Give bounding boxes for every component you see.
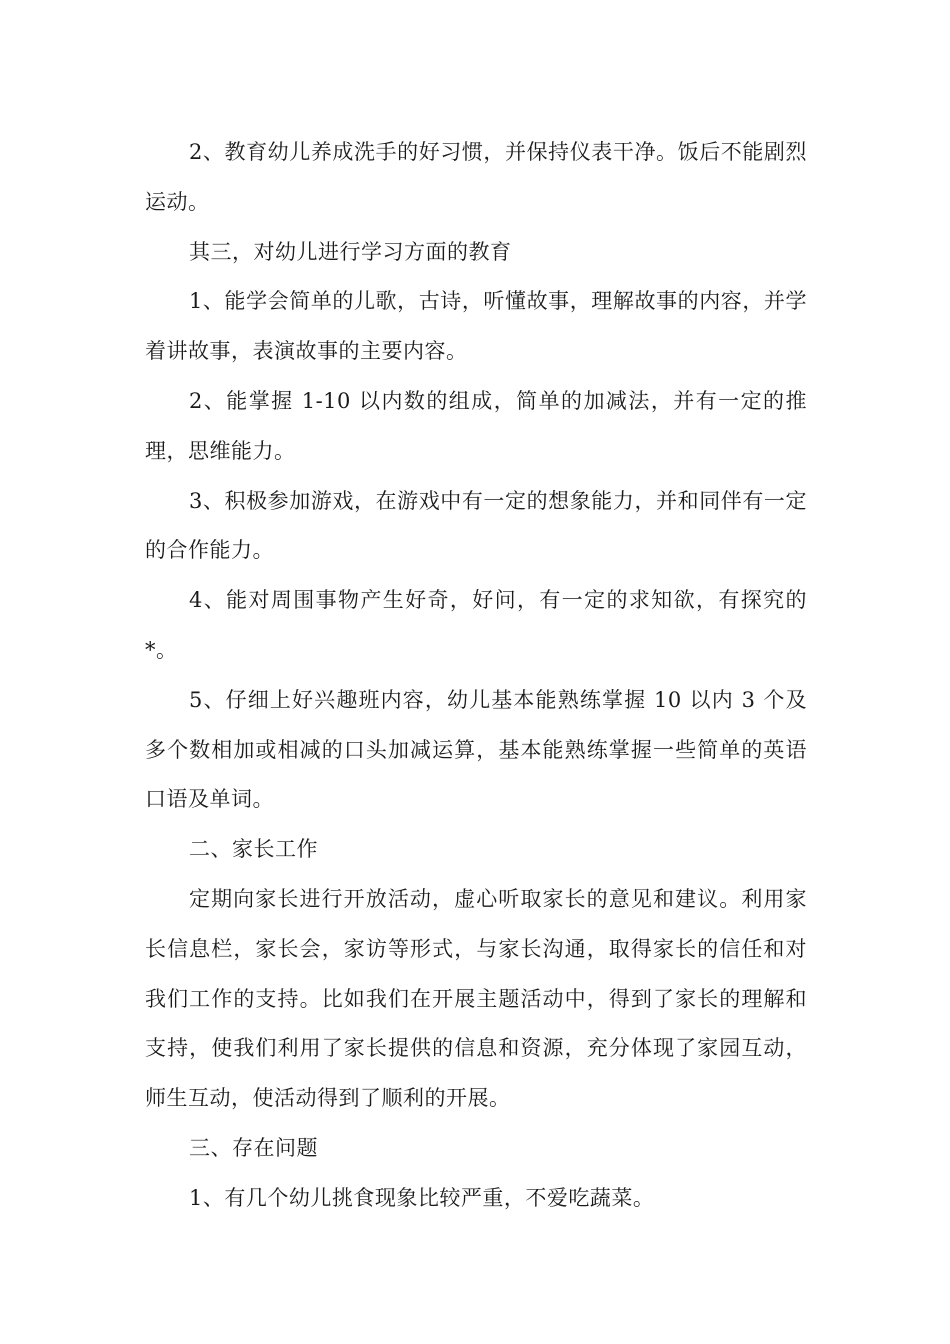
paragraph-songs-stories: 1、能学会简单的儿歌，古诗，听懂故事，理解故事的内容，并学着讲故事，表演故事的主要内容。 (145, 289, 807, 364)
section-heading-parent-work: 二、家长工作 (189, 837, 318, 862)
document-body (145, 128, 807, 1224)
paragraph-picky-eating: 1、有几个幼儿挑食现象比较严重，不爱吃蔬菜。 (189, 1185, 655, 1210)
paragraph-hygiene-habits: 2、教育幼儿养成洗手的好习惯，并保持仪表干净。饭后不能剧烈运动。 (145, 140, 807, 214)
paragraph-interest-class: 5、仔细上好兴趣班内容，幼儿基本能熟练掌握 10 以内 3 个及多个数相加或相减的口头加减运算，基本能熟练掌握一些简单的英语口语及单词。 (145, 687, 807, 812)
section-heading-learning-education: 其三，对幼儿进行学习方面的教育 (189, 239, 512, 264)
paragraph-curiosity: 4、能对周围事物产生好奇，好问，有一定的求知欲，有探究的*。 (145, 588, 807, 662)
paragraph-math-reasoning: 2、能掌握 1-10 以内数的组成，简单的加减法，并有一定的推理，思维能力。 (145, 388, 807, 463)
paragraph-games-cooperation: 3、积极参加游戏，在游戏中有一定的想象能力，并和同伴有一定的合作能力。 (145, 488, 807, 563)
section-heading-existing-problems: 三、存在问题 (189, 1135, 318, 1160)
paragraph-parent-communication: 定期向家长进行开放活动，虚心听取家长的意见和建议。利用家长信息栏，家长会，家访等形式，与家长沟通，取得家长的信任和对我们工作的支持。比如我们在开展主题活动中，得到了家长的理解和支持，使我们利用了家长提供的信息和资源，充分体现了家园互动，师生互动，使活动得到了顺利的开展。 (145, 886, 807, 1111)
